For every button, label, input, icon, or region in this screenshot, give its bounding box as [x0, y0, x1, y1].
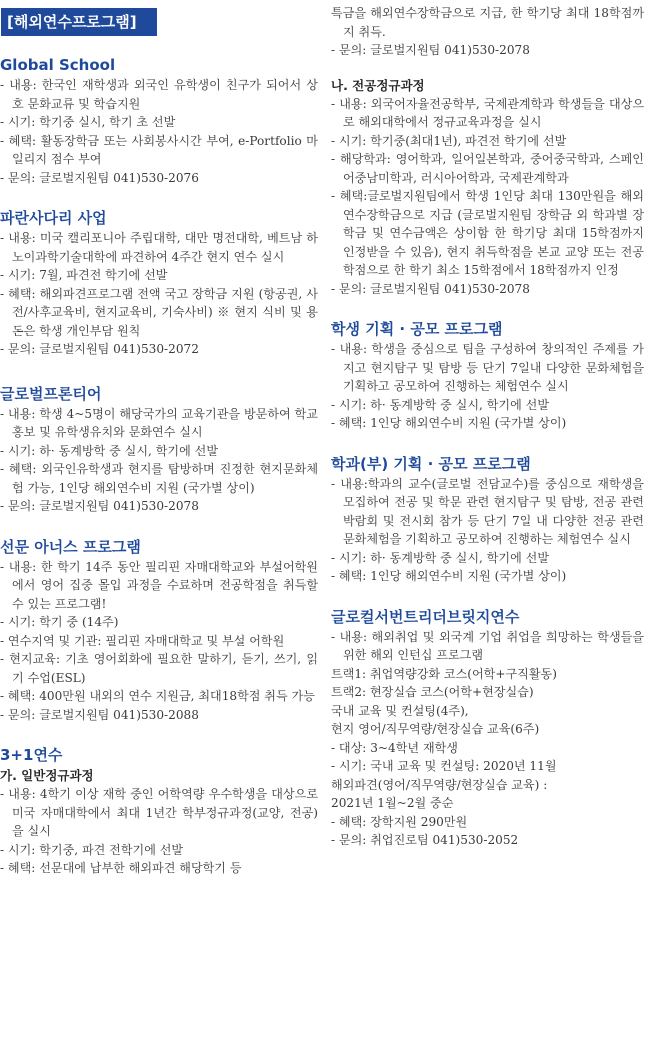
- section-item: - 혜택:글로벌지원팀에서 학생 1인당 최대 130만원을 해외연수장학금으로 지급 (글로벌지원팀 장학금 외 학과별 장학금 및 연수금액은 상이함 한 학기당 최대 15학점까지 인정받을 수 있음), 현지 취득학점을 본교 교양 또는 전공학점으로 한 학기 최소 15학점에서 18학점까지 인정: [331, 189, 644, 277]
- section-item: - 시기: 하· 동계방학 중 실시, 학기에 선발: [331, 397, 549, 412]
- section-item: - 시기: 하· 동계방학 중 실시, 학기에 선발: [0, 443, 218, 458]
- section: [0, 54, 318, 187]
- section: [331, 4, 644, 60]
- section: [0, 207, 318, 359]
- section-item: - 시기: 학기중 실시, 학기 초 선발: [0, 115, 176, 129]
- section: [331, 606, 644, 850]
- section-title: 글로벌프론티어: [0, 384, 102, 403]
- section: [0, 383, 318, 516]
- section-item: 해외파견(영어/직무역량/현장실습 교육) :: [331, 777, 548, 792]
- section-item: - 문의: 글로벌지원팀 041)530-2078: [0, 499, 199, 513]
- section-item: - 내용: 해외취업 및 외국계 기업 취업을 희망하는 학생들을 위한 해외 인턴십 프로그램: [331, 629, 644, 662]
- section-item: - 문의: 글로벌지원팀 041)530-2078: [331, 43, 530, 57]
- section-item: - 혜택: 외국인유학생과 현지를 탐방하며 진정한 현지문화체험 가능, 1인당 해외연수비 지원 (국가별 상이): [0, 462, 318, 495]
- section-item: - 혜택: 400만원 내외의 연수 지원금, 최대18학점 취득 가능: [0, 689, 315, 703]
- section-item: - 연수지역 및 기관: 필리핀 자매대학교 및 부설 어학원: [0, 633, 285, 648]
- section: [0, 536, 318, 725]
- section-item: - 혜택: 해외파견프로그램 전액 국고 장학금 지원 (항공권, 사전/사후교육비, 현지교육비, 기숙사비) ※ 현지 식비 및 용돈은 학생 개인부담 원칙: [0, 286, 318, 338]
- section-title: 학과(부) 기획 · 공모 프로그램: [331, 454, 531, 473]
- section-item: - 내용:학과의 교수(글로벌 전담교수)를 중심으로 재학생을 모집하여 전공 및 학문 관련 현지탐구 및 탐방, 전공 관련 박람회 및 전시회 참가 등 단기 7일 내 다양한 전공 관련 문화체험을 기획하고 공모하여 진행하는 체험연수 실시: [331, 476, 644, 546]
- section-item: - 문의: 글로벌지원팀 041)530-2076: [0, 170, 199, 185]
- section-title: 선문 아너스 프로그램: [0, 537, 141, 556]
- section-item: - 혜택: 1인당 해외연수비 지원 (국가별 상이): [331, 569, 567, 583]
- section-item: 트랙2: 현장실습 코스(어학+현장실습): [331, 685, 534, 699]
- section-item: 특금을 해외연수장학금으로 지급, 한 학기당 최대 18학점까지 취득.: [331, 6, 644, 39]
- section-item: - 시기: 학기 중 (14주): [0, 615, 119, 629]
- section-item: - 대상: 3~4학년 재학생: [331, 740, 458, 755]
- section-subtitle: 가. 일반정규과정: [0, 768, 94, 783]
- section-item: - 시기: 학기중(최대1년), 파견전 학기에 선발: [331, 133, 567, 148]
- right-sections: [331, 4, 644, 850]
- section-item: - 내용: 한 학기 14주 동안 필리핀 자매대학교와 부설어학원에서 영어 집중 몰입 과정을 수료하며 전공학점을 취득할 수 있는 프로그램!: [0, 559, 318, 611]
- section: [0, 744, 318, 878]
- section-item: - 시기: 학기중, 파견 전학기에 선발: [0, 842, 184, 857]
- section: [331, 453, 644, 586]
- page-banner: [해외연수프로그램]: [1, 8, 157, 36]
- section-item: - 내용: 한국인 재학생과 외국인 유학생이 친구가 되어서 상호 문화교류 및 학습지원: [0, 78, 318, 111]
- section-item: - 내용: 학생 4~5명이 해당국가의 교육기관을 방문하여 학교홍보 및 유학생유치와 문화연수 실시: [0, 406, 318, 439]
- left-column: [0, 0, 318, 882]
- right-column: [331, 0, 644, 854]
- section-item: 국내 교육 및 컨설팅(4주),: [331, 703, 469, 718]
- section-item: - 시기: 국내 교육 및 컨설팅: 2020년 11월: [331, 759, 557, 773]
- section-item: 2021년 1월~2월 중순: [331, 796, 454, 810]
- section-item: - 내용: 외국어자율전공학부, 국제관계학과 학생들을 대상으로 해외대학에서 정규교육과정을 실시: [331, 96, 644, 129]
- section-item: - 내용: 4학기 이상 재학 중인 어학역량 우수학생을 대상으로 미국 자매대학에서 최대 1년간 학부정규과정(교양, 전공)을 실시: [0, 787, 318, 838]
- section-item: 현지 영어/직무역량/현장실습 교육(6주): [331, 722, 540, 736]
- section-item: - 문의: 글로벌지원팀 041)530-2078: [331, 281, 530, 296]
- section-title: Global School: [0, 56, 116, 74]
- left-sections: [0, 54, 318, 878]
- section-item: - 문의: 글로벌지원팀 041)530-2072: [0, 342, 199, 356]
- section: [331, 76, 644, 299]
- section-item: - 혜택: 활동장학금 또는 사회봉사시간 부여, e-Portfolio 마일리지 점수 부여: [0, 133, 318, 166]
- section-item: 트랙1: 취업역량강화 코스(어학+구직활동): [331, 666, 557, 681]
- section-item: - 혜택: 선문대에 납부한 해외파견 해당학기 등: [0, 861, 242, 875]
- section-item: - 해당학과: 영어학과, 일어일본학과, 중어중국학과, 스페인어중남미학과, 러시아어학과, 국제관계학과: [331, 152, 644, 185]
- section-title: 학생 기획 · 공모 프로그램: [331, 320, 503, 338]
- section-item: - 현지교육: 기초 영어회화에 필요한 말하기, 듣기, 쓰기, 읽기 수업(ESL): [0, 652, 318, 685]
- section-item: - 시기: 7월, 파견전 학기에 선발: [0, 268, 168, 282]
- section-item: - 문의: 글로벌지원팀 041)530-2088: [0, 707, 199, 722]
- section-item: - 내용: 미국 캘리포니아 주립대학, 대만 명전대학, 베트남 하노이과학기술대학에 파견하여 4주간 현지 연수 실시: [0, 231, 318, 264]
- section-item: - 혜택: 장학지원 290만원: [331, 814, 468, 829]
- section: [331, 318, 644, 433]
- section-item: - 시기: 하· 동계방학 중 실시, 학기에 선발: [331, 550, 549, 565]
- section-title: 파란사다리 사업: [0, 209, 107, 227]
- section-title: 글로컬서번트리더브릿지연수: [331, 607, 520, 626]
- section-subtitle: 나. 전공정규과정: [331, 77, 425, 93]
- section-title: 3+1연수: [0, 746, 63, 764]
- section-item: - 내용: 학생을 중심으로 팀을 구성하여 창의적인 주제를 가지고 현지탐구 및 탐방 등 단기 7일내 다양한 문화체험을 기획하고 공모하여 진행하는 체험연수 실시: [331, 342, 644, 393]
- section-item: - 문의: 취업진로팀 041)530-2052: [331, 833, 519, 847]
- section-item: - 혜택: 1인당 해외연수비 지원 (국가별 상이): [331, 416, 567, 430]
